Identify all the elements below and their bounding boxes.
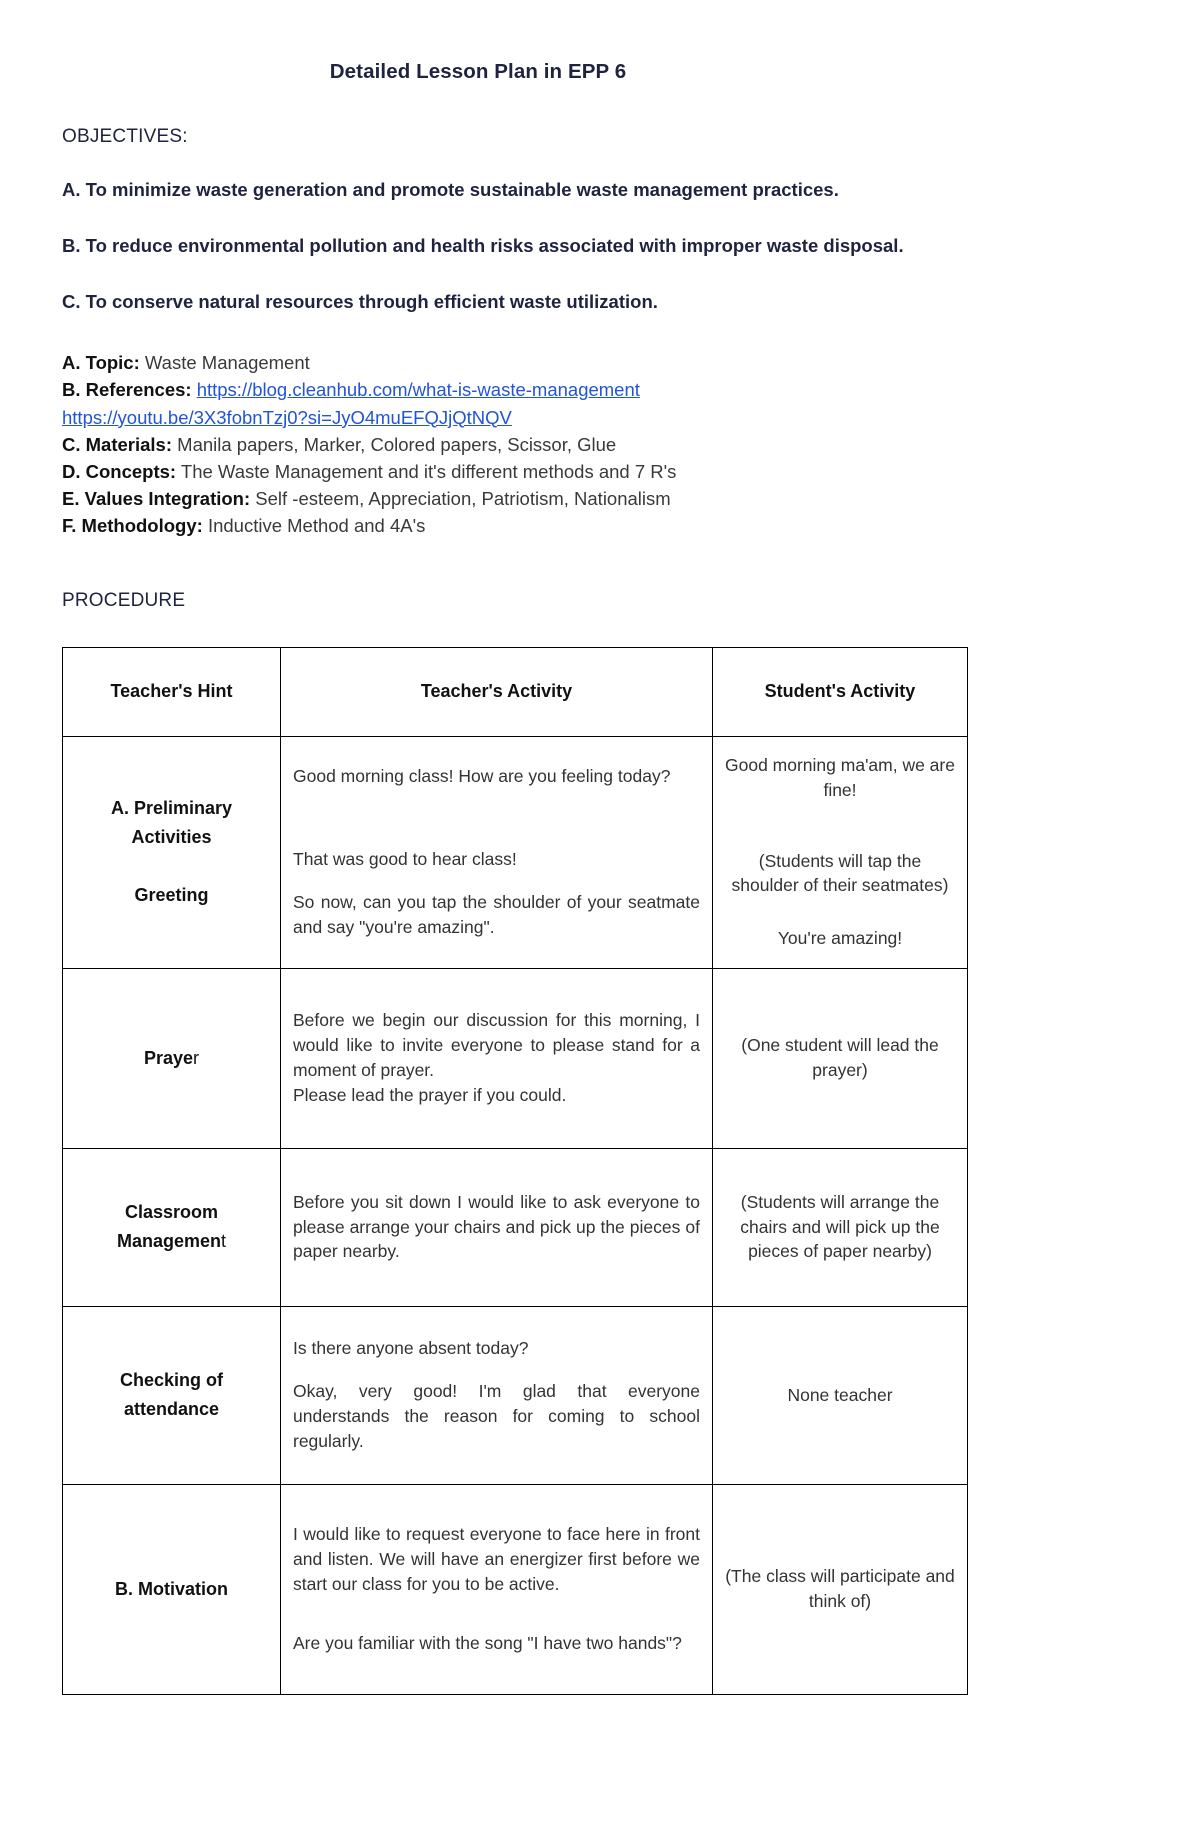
teacher-paragraph: Before we begin our discussion for this morning, I would like to invite everyone to please stand for a moment of prayer. bbox=[293, 1010, 700, 1081]
meta-values-key: E. Values Integration: bbox=[62, 488, 251, 510]
hint-label-tail: r bbox=[193, 1047, 200, 1068]
meta-references-key: B. References: bbox=[62, 379, 192, 401]
teacher-paragraph: So now, can you tap the shoulder of your seatmate and say "you're amazing". bbox=[293, 892, 700, 937]
objective-c: C. To conserve natural resources through efficient waste utilization. bbox=[62, 290, 658, 312]
meta-values-integration bbox=[62, 485, 1134, 512]
objective-a: A. To minimize waste generation and promote sustainable waste management practices. bbox=[62, 179, 839, 200]
hint-label-tail: t bbox=[221, 1231, 227, 1252]
meta-concepts-key: D. Concepts: bbox=[62, 461, 177, 482]
objectives-label: OBJECTIVES: bbox=[62, 126, 188, 147]
cell-teachers-hint bbox=[63, 1306, 281, 1484]
teacher-paragraph: That was good to hear class! bbox=[293, 849, 517, 870]
meta-methodology bbox=[62, 512, 1134, 539]
table-row bbox=[63, 968, 968, 1148]
cell-teachers-activity bbox=[281, 736, 713, 968]
cell-students-activity bbox=[713, 1148, 968, 1306]
cell-teachers-activity bbox=[281, 1148, 713, 1306]
cell-teachers-hint bbox=[63, 1148, 281, 1306]
cell-students-activity bbox=[713, 968, 968, 1148]
meta-materials bbox=[62, 431, 1134, 458]
meta-concepts-value: The Waste Management and it's different methods and 7 R's bbox=[180, 461, 677, 482]
hint-label: Praye bbox=[143, 1047, 194, 1068]
table-row bbox=[63, 1306, 968, 1484]
student-paragraph: (Students will tap the shoulder of their seatmates) bbox=[731, 850, 949, 896]
column-header-teachers-hint: Teacher's Hint bbox=[63, 647, 281, 736]
procedure-table bbox=[62, 647, 968, 1695]
meta-topic-value: Waste Management bbox=[144, 352, 310, 374]
objective-b: B. To reduce environmental pollution and health risks associated with improper waste disposal. bbox=[62, 234, 904, 256]
meta-topic-key: A. Topic: bbox=[62, 352, 140, 374]
student-paragraph: Good morning ma'am, we are fine! bbox=[725, 754, 955, 800]
meta-values-value: Self -esteem, Appreciation, Patriotism, Nationalism bbox=[255, 488, 671, 510]
hint-label: Classroom Managemen bbox=[116, 1202, 221, 1252]
table-row bbox=[63, 1148, 968, 1306]
student-paragraph: (Students will arrange the chairs and will pick up the pieces of paper nearby) bbox=[740, 1191, 940, 1262]
meta-materials-value: Manila papers, Marker, Colored papers, Scissor, Glue bbox=[177, 433, 617, 455]
meta-concepts bbox=[62, 458, 1134, 485]
hint-label: A. Preliminary Activities bbox=[110, 797, 233, 847]
cell-students-activity bbox=[713, 736, 968, 968]
cell-teachers-activity bbox=[281, 1484, 713, 1694]
lesson-meta-list bbox=[62, 349, 1134, 539]
table-row bbox=[63, 1484, 968, 1694]
student-paragraph: You're amazing! bbox=[777, 928, 903, 949]
cell-teachers-activity bbox=[281, 968, 713, 1148]
teacher-paragraph: Before you sit down I would like to ask everyone to please arrange your chairs and pick up the pieces of paper nearby. bbox=[293, 1191, 700, 1262]
hint-label: Checking of attendance bbox=[119, 1370, 223, 1420]
meta-methodology-key: F. Methodology: bbox=[62, 515, 203, 537]
cell-teachers-activity bbox=[281, 1306, 713, 1484]
student-paragraph: None teacher bbox=[787, 1384, 893, 1405]
teacher-paragraph: I would like to request everyone to face here in front and listen. We will have an energizer first before we start our class for you to be active. bbox=[293, 1524, 700, 1595]
cell-students-activity bbox=[713, 1306, 968, 1484]
column-header-teachers-activity: Teacher's Activity bbox=[281, 647, 713, 736]
cell-students-activity bbox=[713, 1484, 968, 1694]
teacher-paragraph: Is there anyone absent today? bbox=[293, 1338, 529, 1359]
hint-label: B. Motivation bbox=[115, 1578, 228, 1599]
table-header-row bbox=[63, 647, 968, 736]
teacher-paragraph: Please lead the prayer if you could. bbox=[293, 1084, 567, 1105]
procedure-label: PROCEDURE bbox=[62, 589, 186, 611]
teacher-paragraph: Good morning class! How are you feeling today? bbox=[293, 766, 671, 787]
meta-references-second-line bbox=[62, 404, 1134, 431]
meta-methodology-value: Inductive Method and 4A's bbox=[207, 515, 426, 537]
page-title: Detailed Lesson Plan in EPP 6 bbox=[329, 60, 627, 83]
table-row bbox=[63, 736, 968, 968]
teacher-paragraph: Are you familiar with the song "I have two hands"? bbox=[293, 1632, 682, 1653]
column-header-students-activity: Student's Activity bbox=[713, 647, 968, 736]
cell-teachers-hint bbox=[63, 968, 281, 1148]
teacher-paragraph: Okay, very good! I'm glad that everyone understands the reason for coming to school regularly. bbox=[293, 1381, 700, 1451]
student-paragraph: (The class will participate and think of) bbox=[725, 1566, 955, 1612]
meta-references bbox=[62, 376, 1134, 403]
reference-link-cleanhub[interactable]: https://blog.cleanhub.com/what-is-waste-management bbox=[196, 379, 640, 401]
cell-teachers-hint bbox=[63, 736, 281, 968]
meta-topic bbox=[62, 349, 1134, 376]
procedure-table-body bbox=[63, 736, 968, 1694]
meta-materials-key: C. Materials: bbox=[62, 433, 173, 455]
objectives-list bbox=[62, 176, 1134, 315]
reference-link-youtube[interactable]: https://youtu.be/3X3fobnTzj0?si=JyO4muEFQJjQtNQV bbox=[62, 406, 512, 428]
cell-teachers-hint bbox=[63, 1484, 281, 1694]
student-paragraph: (One student will lead the prayer) bbox=[741, 1035, 939, 1081]
hint-sublabel: Greeting bbox=[134, 885, 209, 906]
